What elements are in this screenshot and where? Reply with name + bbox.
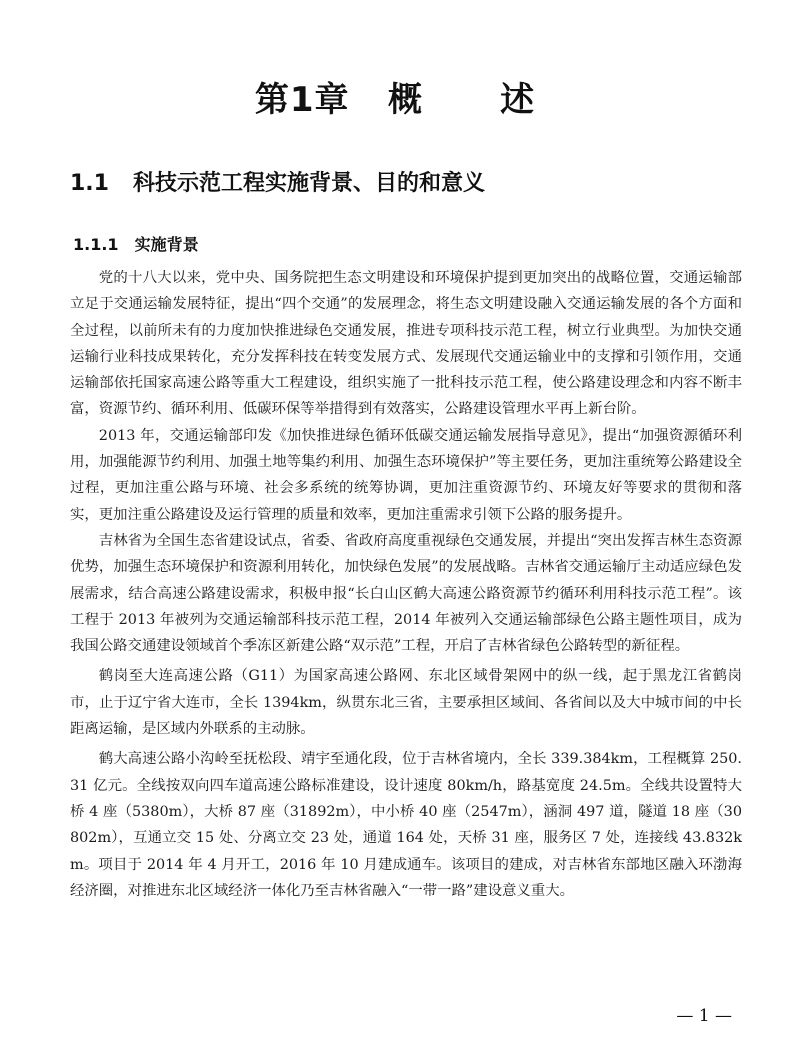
paragraph: 2013 年，交通运输部印发《加快推进绿色循环低碳交通运输发展指导意见》，提出“加强资源循环利用，加强能源节约利用、加强土地等集约利用、加强生态环境保护”等主要任务，更加注重统筹公路建设全过程，更加注重公路与环境、社会多系统的统筹协调，更加注重资源节约、环境友好等要求的贯彻和落实，更加注重公路建设及运行管理的质量和效率，更加注重需求引领下公路的服务提升。 — [70, 427, 742, 523]
subsection-title-text: 实施背景 — [134, 235, 199, 254]
chapter-title: 第1章 概 述 — [254, 80, 536, 120]
section-title-text: 科技示范工程实施背景、目的和意义 — [132, 171, 485, 196]
subsection-heading — [73, 232, 199, 255]
paragraph: 吉林省为全国生态省建设试点，省委、省政府高度重视绿色交通发展，并提出“突出发挥吉林生态资源优势，加强生态环境保护和资源利用转化，加快绿色发展”的发展战略。吉林省交通运输厅主动适应绿色发展需求，结合高速公路建设需求，积极申报“长白山区鹤大高速公路资源节约循环利用科技示范工程”。该工程于 2013 年被列为交通运输部科技示范工程，2014 年被列入交通运输部绿色公路主题性项目，成为我国公路交通建设领域首个季冻区新建公路“双示范”工程，开启了吉林省绿色公路转型的新征程。 — [70, 532, 742, 655]
section-heading — [70, 166, 485, 197]
paragraph: 鹤岗至大连高速公路（G11）为国家高速公路网、东北区域骨架网中的纵一线，起于黑龙江省鹤岗市，止于辽宁省大连市，全长 1394km，纵贯东北三省，主要承担区域间、各省间以及大中城市间的中长距离运输，是区域内外联系的主动脉。 — [70, 668, 742, 738]
paragraph: 鹤大高速公路小沟岭至抚松段、靖宇至通化段，位于吉林省境内，全长 339.384km，工程概算 250.31 亿元。全线按双向四车道高速公路标准建设，设计速度 80km/h，路基宽度 24.5m。全线共设置特大桥 4 座（5380m），大桥 87 座（31892m），中小桥 40 座（2547m），涵洞 497 道，隧道 18 座（30802m），互通立交 15 处、分离立交 23 处，通道 164 处，天桥 31 座，服务区 7 处，连接线 43.832km。项目于 2014 年 4 月开工，2016 年 10 月建成通车。该项目的建成，对吉林省东部地区融入环渤海经济圈，对推进东北区域经济一体化乃至吉林省融入“一带一路”建设意义重大。 — [70, 751, 742, 899]
section-number: 1.1 — [70, 171, 109, 196]
page-number: — 1 — — [676, 1006, 732, 1026]
subsection-number: 1.1.1 — [73, 235, 119, 254]
body-text — [70, 265, 742, 904]
paragraph: 党的十八大以来，党中央、国务院把生态文明建设和环境保护提到更加突出的战略位置，交通运输部立足于交通运输发展特征，提出“四个交通”的发展理念，将生态文明建设融入交通运输发展的各个方面和全过程，以前所未有的力度加快推进绿色交通发展，推进专项科技示范工程，树立行业典型。为加快交通运输行业科技成果转化，充分发挥科技在转变发展方式、发展现代交通运输业中的支撑和引领作用，交通运输部依托国家高速公路等重大工程建设，组织实施了一批科技示范工程，使公路建设理念和内容不断丰富，资源节约、循环利用、低碳环保等举措得到有效落实，公路建设管理水平再上新台阶。 — [70, 270, 742, 418]
